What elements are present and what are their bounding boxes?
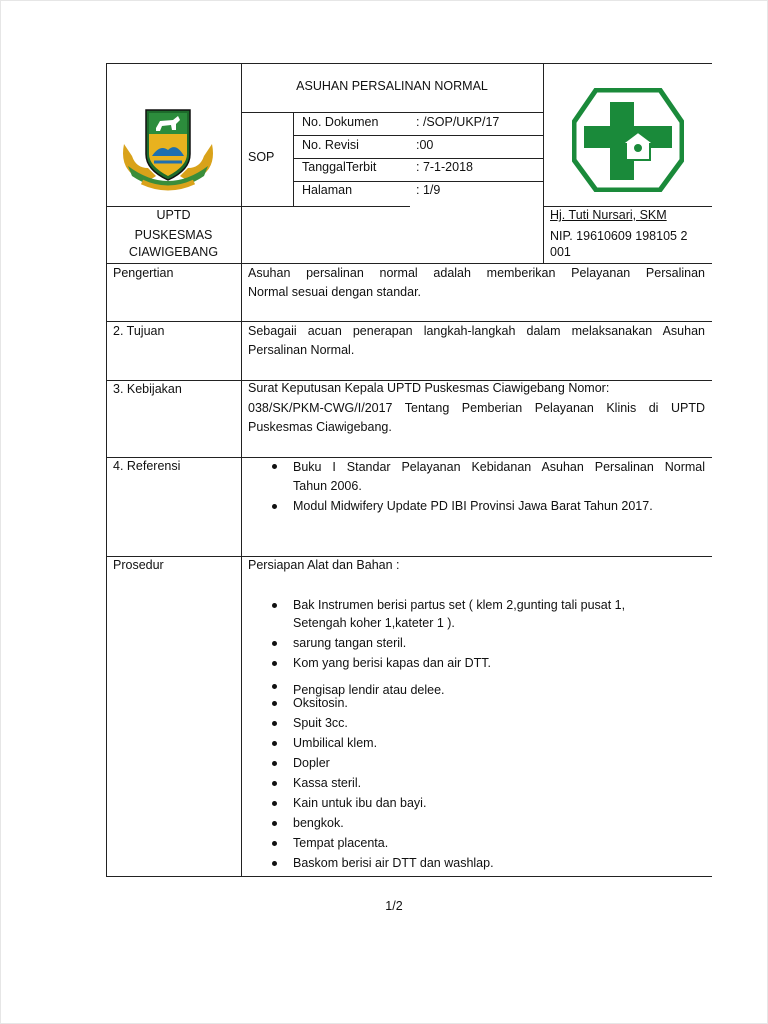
sop-label: SOP [248,150,275,164]
bullet-icon [272,781,277,786]
rule [543,206,712,207]
bullet-icon [272,701,277,706]
bullet-icon [272,841,277,846]
label-referensi: 4. Referensi [113,459,181,473]
org-line-1: UPTD [156,208,191,222]
rule [106,63,712,64]
puskesmas-cross-logo [572,88,684,192]
label-pengertian: Pengertian [113,266,174,280]
bullet-icon [272,761,277,766]
meta-value-dokumen: : /SOP/UKP/17 [416,115,500,129]
rule [293,112,294,206]
prosedur-heading: Persiapan Alat dan Bahan : [248,558,400,572]
pengertian-line-1: Asuhan persalinan normal adalah memberikan Pelayanan Persalinan [248,266,705,280]
label-tujuan: 2. Tujuan [113,324,165,338]
bullet-icon [272,464,277,469]
prosedur-item-11: bengkok. [293,816,344,830]
meta-label-halaman: Halaman [302,183,353,197]
bullet-icon [272,801,277,806]
rule [241,63,242,876]
tujuan-line-1: Sebagaii acuan penerapan langkah-langkah dalam melaksanakan Asuhan [248,324,705,338]
prosedur-item-4: Pengisap lendir atau delee. [293,683,445,697]
bullet-icon [272,721,277,726]
regency-emblem-logo [118,104,218,192]
bullet-icon [272,821,277,826]
bullet-icon [272,641,277,646]
signatory-nip-2: 001 [550,245,571,259]
org-line-2: PUSKESMAS [134,228,213,242]
prosedur-item-5: Oksitosin. [293,696,348,710]
rule [106,876,712,877]
pengertian-line-2: Normal sesuai dengan standar. [248,285,422,299]
prosedur-item-1-line-1: Bak Instrumen berisi partus set ( klem 2,gunting tali pusat 1, [293,598,626,612]
label-prosedur: Prosedur [113,558,164,572]
prosedur-item-12: Tempat placenta. [293,836,389,850]
prosedur-item-13: Baskom berisi air DTT dan washlap. [293,856,494,870]
meta-label-revisi: No. Revisi [302,138,359,152]
bullet-icon [272,504,277,509]
signatory-name: Hj. Tuti Nursari, SKM [550,208,667,222]
meta-value-tanggal: : 7-1-2018 [416,160,473,174]
prosedur-item-2: sarung tangan steril. [293,636,407,650]
kebijakan-line-3: Puskesmas Ciawigebang. [248,420,392,434]
prosedur-item-10: Kain untuk ibu dan bayi. [293,796,427,810]
bullet-icon [272,684,277,689]
rule [106,556,712,557]
prosedur-item-7: Umbilical klem. [293,736,378,750]
rule [543,63,544,263]
prosedur-item-9: Kassa steril. [293,776,362,790]
rule [241,112,543,113]
label-kebijakan: 3. Kebijakan [113,382,182,396]
document-title: ASUHAN PERSALINAN NORMAL [296,79,488,93]
org-line-3: CIAWIGEBANG [128,245,219,259]
referensi-item-1-line-2: Tahun 2006. [293,479,362,493]
rule [106,63,107,876]
rule [106,263,712,264]
prosedur-item-3: Kom yang berisi kapas dan air DTT. [293,656,492,670]
signatory-nip-1: NIP. 19610609 198105 2 [550,229,688,243]
bullet-icon [272,861,277,866]
bullet-icon [272,741,277,746]
referensi-item-2: Modul Midwifery Update PD IBI Provinsi Jawa Barat Tahun 2017. [293,499,653,513]
meta-value-revisi: :00 [416,138,434,152]
referensi-item-1-line-1: Buku I Standar Pelayanan Kebidanan Asuhan Persalinan Normal [293,460,705,474]
rule [293,181,543,182]
bullet-icon [272,661,277,666]
meta-value-halaman: : 1/9 [416,183,441,197]
rule [106,457,712,458]
meta-label-tanggal: TanggalTerbit [302,160,377,174]
rule [106,206,410,207]
rule [293,135,543,136]
kebijakan-line-1: Surat Keputusan Kepala UPTD Puskesmas Ciawigebang Nomor: [248,381,610,395]
rule [106,321,712,322]
rule [293,158,543,159]
prosedur-item-8: Dopler [293,756,330,770]
meta-label-dokumen: No. Dokumen [302,115,379,129]
tujuan-line-2: Persalinan Normal. [248,343,355,357]
prosedur-item-6: Spuit 3cc. [293,716,348,730]
bullet-icon [272,603,277,608]
page-number: 1/2 [385,899,403,913]
prosedur-item-1-line-2: Setengah koher 1,kateter 1 ). [293,616,455,630]
kebijakan-line-2: 038/SK/PKM-CWG/I/2017 Tentang Pemberian Pelayanan Klinis di UPTD [248,401,705,415]
